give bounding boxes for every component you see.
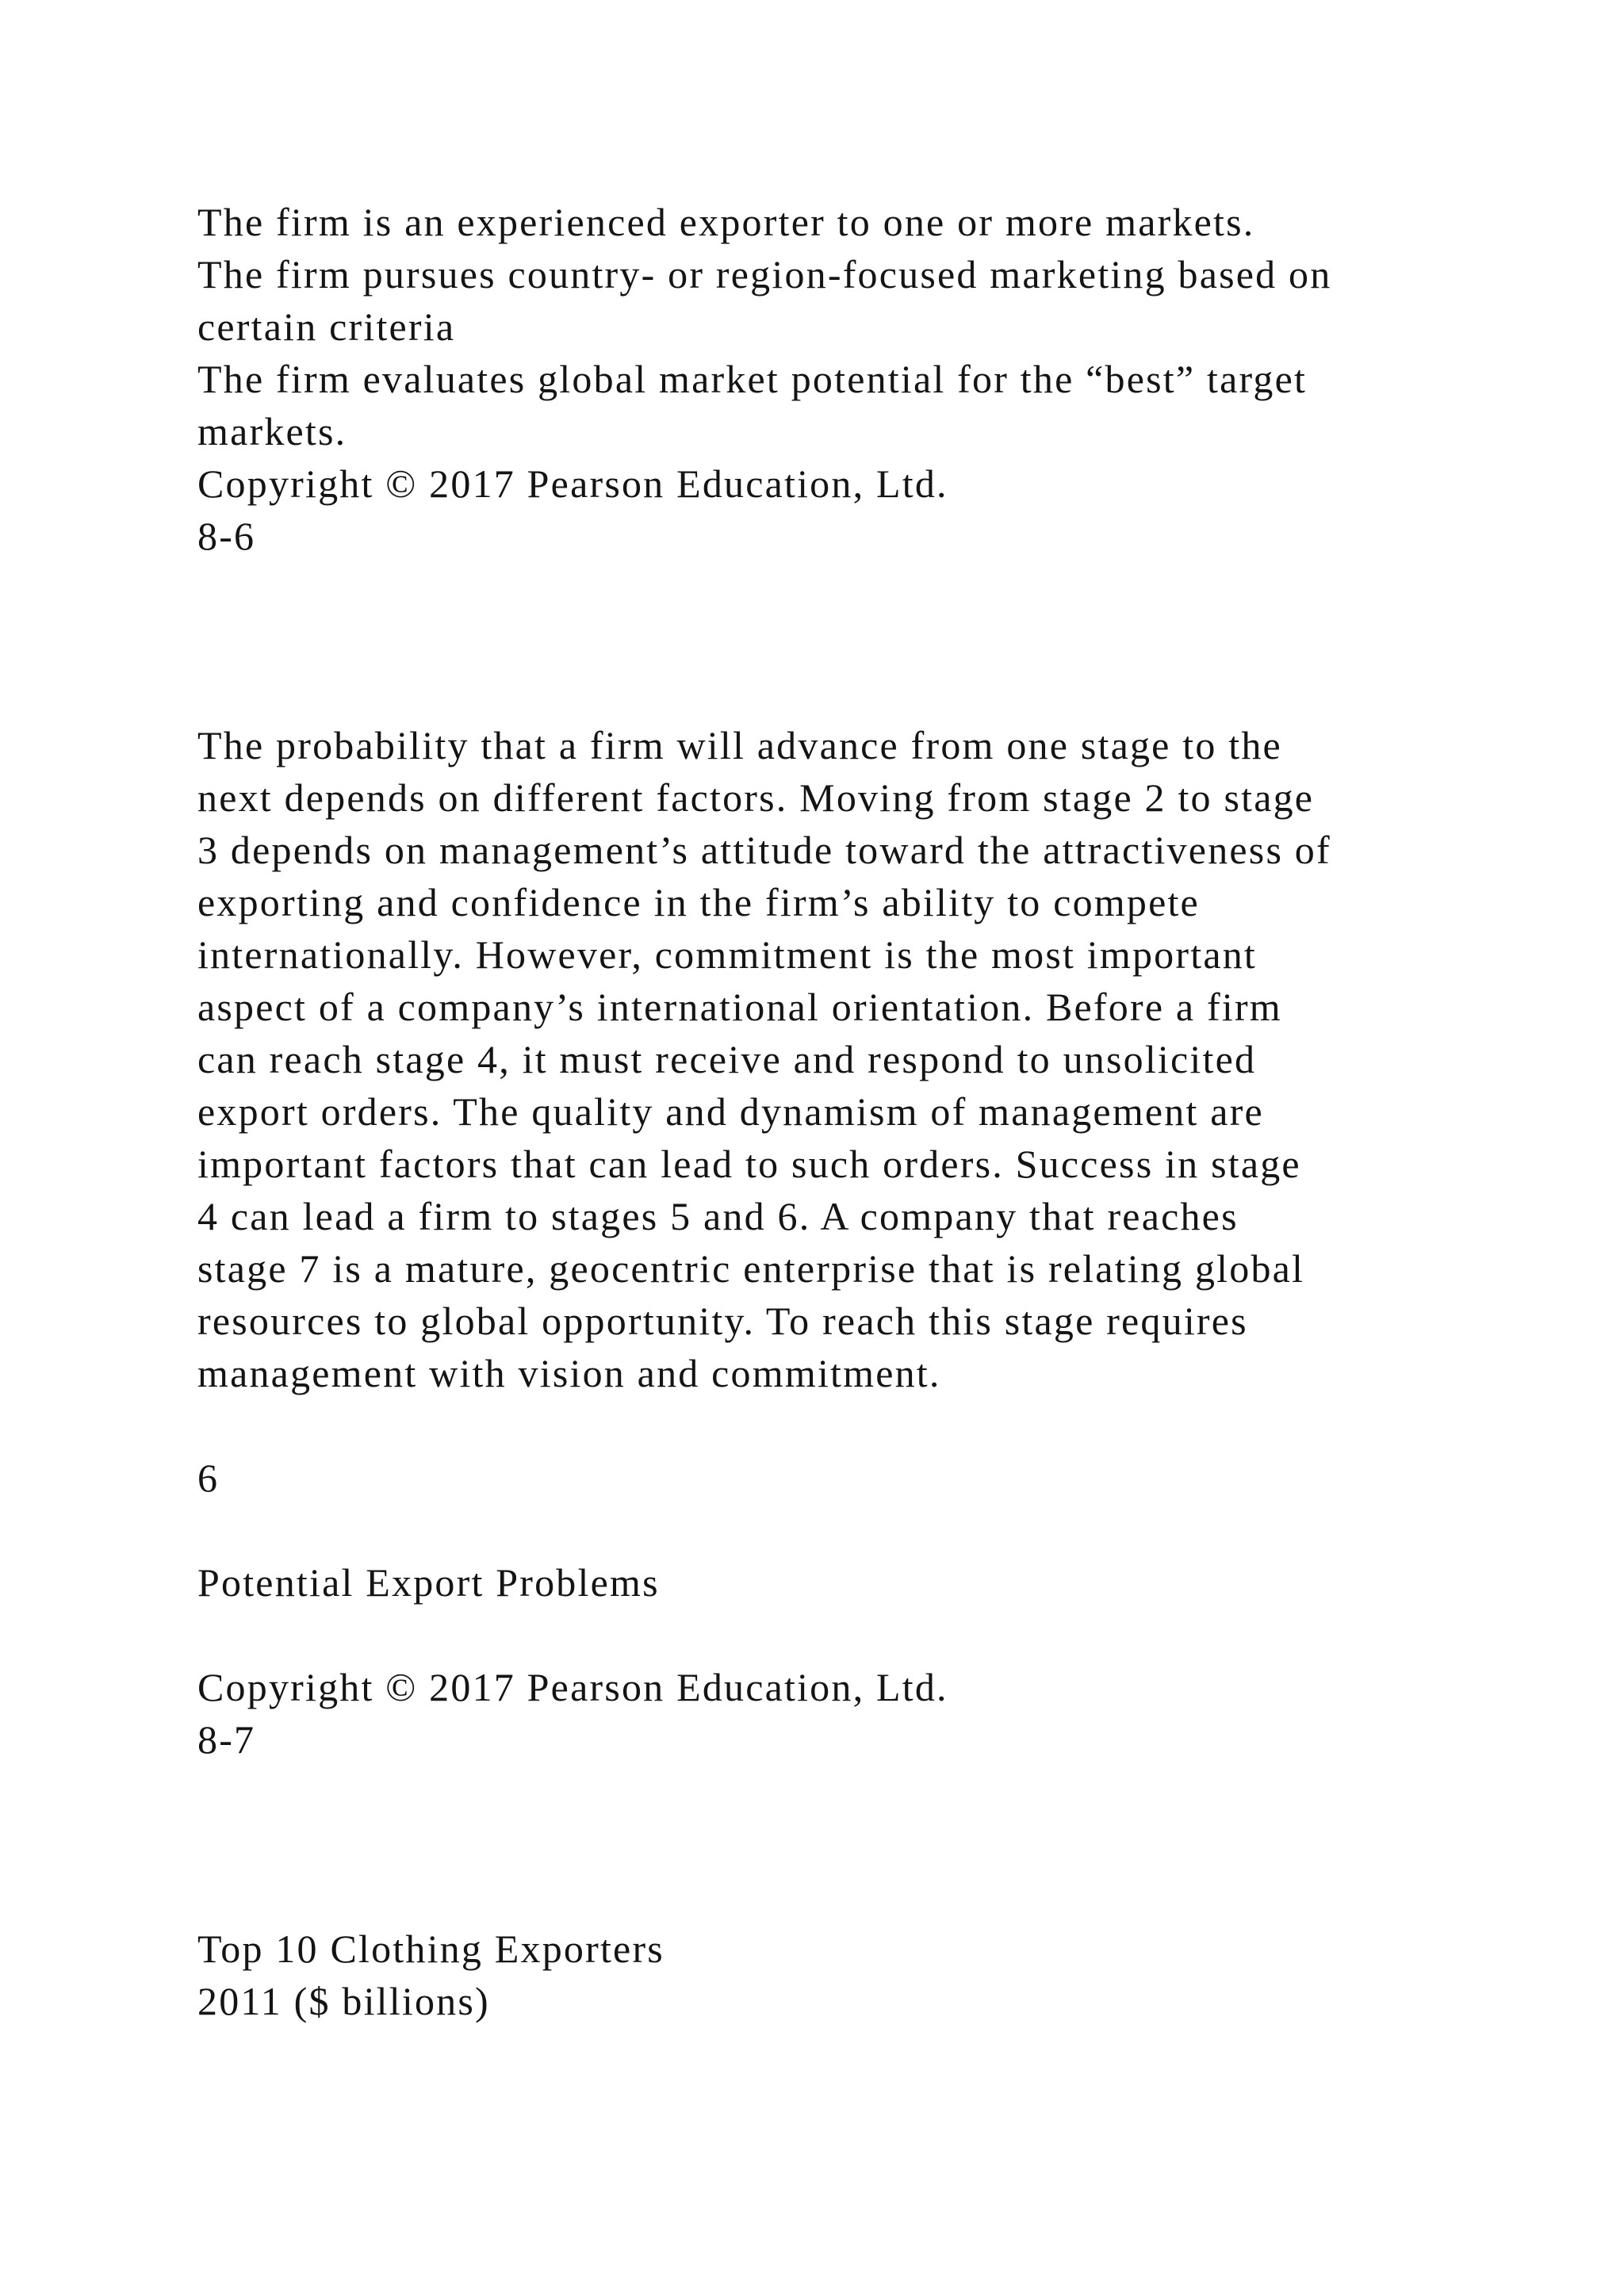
- body-text-line: stage 7 is a mature, geocentric enterprise that is relating global: [197, 1246, 1305, 1291]
- chart-title-line: Top 10 Clothing Exporters: [197, 1927, 665, 1971]
- chart-subtitle-line: 2011 ($ billions): [197, 1979, 490, 2023]
- copyright-line: Copyright © 2017 Pearson Education, Ltd.: [197, 1665, 948, 1709]
- body-text-line: 3 depends on management’s attitude toward the attractiveness of: [197, 828, 1331, 872]
- body-text-line: 4 can lead a firm to stages 5 and 6. A company that reaches: [197, 1194, 1239, 1238]
- body-text-line: The firm is an experienced exporter to one or more markets.: [197, 200, 1255, 244]
- body-text-line: export orders. The quality and dynamism of management are: [197, 1089, 1264, 1134]
- copyright-line: Copyright © 2017 Pearson Education, Ltd.: [197, 461, 948, 506]
- body-text-line: The firm pursues country- or region-focused marketing based on: [197, 252, 1332, 297]
- body-text-line: can reach stage 4, it must receive and respond to unsolicited: [197, 1037, 1257, 1081]
- body-text-line: important factors that can lead to such orders. Success in stage: [197, 1142, 1301, 1186]
- section-heading: Potential Export Problems: [197, 1560, 660, 1605]
- body-text-line: exporting and confidence in the firm’s ability to compete: [197, 880, 1200, 924]
- slide-number: 8-6: [197, 514, 256, 558]
- body-text-line: markets.: [197, 409, 347, 453]
- body-text-line: management with vision and commitment.: [197, 1351, 941, 1395]
- page-number: 6: [197, 1456, 220, 1500]
- body-text-line: internationally. However, commitment is the most important: [197, 932, 1257, 977]
- body-text-line: resources to global opportunity. To reach this stage requires: [197, 1299, 1248, 1343]
- body-text-line: aspect of a company’s international orientation. Before a firm: [197, 985, 1282, 1029]
- body-text-line: The probability that a firm will advance from one stage to the: [197, 723, 1282, 767]
- body-text-line: next depends on different factors. Moving from stage 2 to stage: [197, 775, 1315, 820]
- slide-number: 8-7: [197, 1717, 256, 1762]
- body-text-line: certain criteria: [197, 304, 456, 349]
- body-text-line: The firm evaluates global market potential for the “best” target: [197, 357, 1308, 401]
